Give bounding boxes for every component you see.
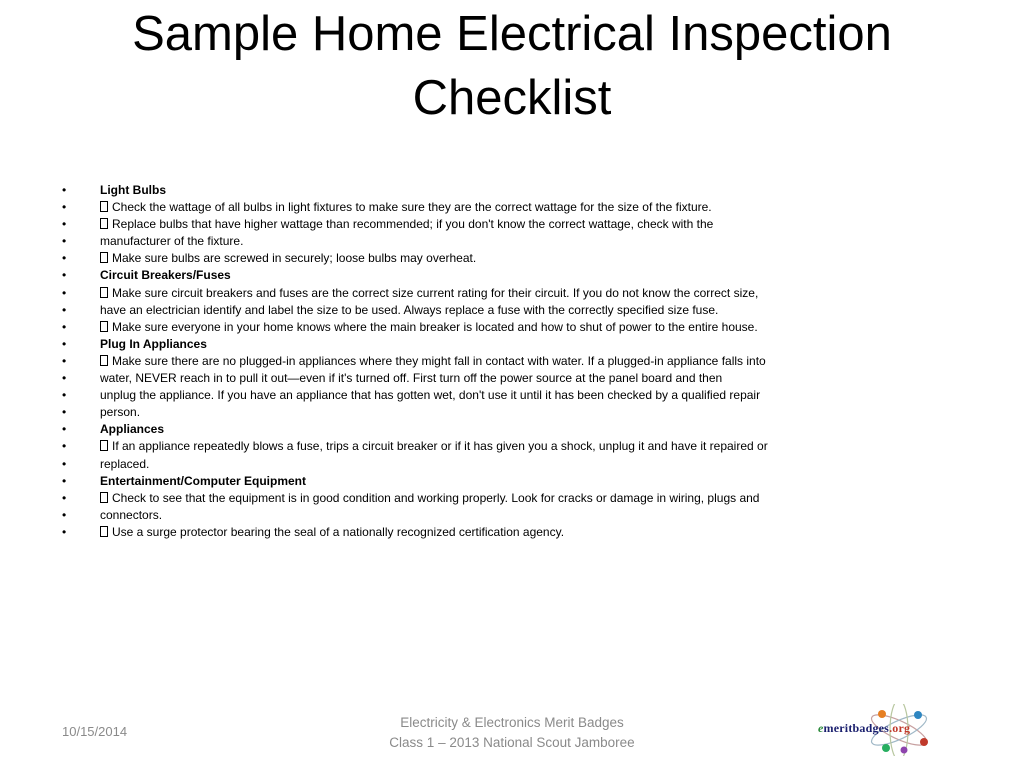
emeritbadges-logo — [818, 704, 934, 756]
bullet-icon: • — [62, 251, 67, 266]
checklist-item-text — [100, 285, 758, 302]
checkbox-icon — [100, 287, 108, 298]
checklist-item — [62, 353, 962, 370]
checklist-heading — [62, 421, 962, 438]
checklist-item-label: Make sure bulbs are screwed in securely; loose bulbs may overheat. — [112, 251, 477, 266]
checklist-heading — [62, 336, 962, 353]
bullet-icon: • — [62, 524, 67, 539]
checklist-item-label: manufacturer of the fixture. — [100, 234, 244, 249]
checklist-item — [62, 490, 962, 507]
checklist-item-text — [100, 524, 564, 541]
bullet-icon: • — [62, 268, 67, 283]
checklist-item-text — [100, 404, 140, 421]
bullet-icon: • — [62, 456, 67, 471]
slide-title: Sample Home Electrical Inspection Checklist — [132, 7, 892, 125]
checklist-item — [62, 438, 962, 455]
checklist-item-text — [100, 387, 760, 404]
footer-caption-line-2: Class 1 – 2013 National Scout Jamboree — [389, 735, 635, 750]
bullet-icon: • — [62, 353, 67, 368]
checklist-item-label: person. — [100, 405, 141, 420]
checklist — [62, 182, 962, 541]
checklist-item — [62, 302, 962, 319]
checklist-item — [62, 370, 962, 387]
bullet-icon: • — [62, 490, 67, 505]
checklist-item-text — [100, 302, 718, 319]
checklist-item — [62, 507, 962, 524]
checkbox-icon — [100, 440, 108, 451]
bullet-icon: • — [62, 200, 67, 215]
bullet-icon: • — [62, 336, 67, 351]
checklist-item — [62, 456, 962, 473]
footer-caption-line-1: Electricity & Electronics Merit Badges — [400, 715, 624, 730]
checklist-item-text — [100, 182, 166, 199]
checklist-item-label: have an electrician identify and label the size to be used. Always replace a fuse with the correctly specified size fuse. — [100, 302, 719, 317]
checklist-heading — [62, 182, 962, 199]
checklist-item-label: water, NEVER reach in to pull it out—even if it's turned off. First turn off the power source at the panel board and then — [100, 371, 723, 386]
bullet-icon: • — [62, 473, 67, 488]
checklist-item — [62, 387, 962, 404]
bullet-icon: • — [62, 217, 67, 232]
checklist-heading — [62, 267, 962, 284]
checkbox-icon — [100, 321, 108, 332]
checklist-item-label: Plug In Appliances — [100, 336, 207, 351]
checklist-item-label: Make sure circuit breakers and fuses are the correct size current rating for their circuit. If you do not know the correct size, — [112, 285, 759, 300]
footer-caption — [312, 713, 712, 753]
checklist-item-text — [100, 473, 306, 490]
checkbox-icon — [100, 201, 108, 212]
checklist-item-text — [100, 319, 758, 336]
checklist-item-text — [100, 267, 231, 284]
checklist-item-text — [100, 353, 766, 370]
checklist-item-label: replaced. — [100, 456, 150, 471]
checkbox-icon — [100, 218, 108, 229]
footer-date: 10/15/2014 — [62, 724, 128, 739]
checklist-item-text — [100, 250, 476, 267]
bullet-icon: • — [62, 439, 67, 454]
checklist-item-text — [100, 336, 207, 353]
checkbox-icon — [100, 492, 108, 503]
checklist-item — [62, 319, 962, 336]
checklist-item — [62, 199, 962, 216]
checkbox-icon — [100, 355, 108, 366]
bullet-icon: • — [62, 183, 67, 197]
checklist-item — [62, 404, 962, 421]
checklist-item-label: Use a surge protector bearing the seal of a nationally recognized certification agency. — [112, 524, 565, 539]
checklist-item-label: unplug the appliance. If you have an appliance that has gotten wet, don't use it until it has been checked by a qualified repair — [100, 388, 761, 403]
checklist-item-label: Circuit Breakers/Fuses — [100, 268, 231, 283]
checklist-item-label: connectors. — [100, 507, 163, 522]
checklist-item-text — [100, 507, 162, 524]
bullet-icon: • — [62, 302, 67, 317]
checklist-item-label: Make sure there are no plugged-in appliances where they might fall in contact with water. If a plugged-in appliance falls into — [112, 353, 766, 368]
checklist-item-text — [100, 199, 712, 216]
checkbox-icon — [100, 252, 108, 263]
checklist-item-label: Appliances — [100, 422, 165, 437]
checklist-item-text — [100, 421, 164, 438]
checklist-item-text — [100, 490, 759, 507]
bullet-icon: • — [62, 285, 67, 300]
bullet-icon: • — [62, 405, 67, 420]
checklist-item-label: Check the wattage of all bulbs in light fixtures to make sure they are the correct wattage for the size of the fixture. — [112, 200, 712, 215]
checklist-item-text — [100, 233, 243, 250]
checklist-item — [62, 524, 962, 541]
checklist-item-text — [100, 438, 768, 455]
checklist-item-label: If an appliance repeatedly blows a fuse, trips a circuit breaker or if it has given you a shock, unplug it and have it repaired or — [112, 439, 768, 454]
checklist-item — [62, 233, 962, 250]
checklist-item-label: Replace bulbs that have higher wattage than recommended; if you don't know the correct wattage, check with the — [112, 217, 714, 232]
checklist-item — [62, 216, 962, 233]
checklist-item-label: Make sure everyone in your home knows where the main breaker is located and how to shut of power to the entire house. — [112, 319, 758, 334]
checklist-item-text — [100, 456, 149, 473]
logo-wordmark: emeritbadges.org — [818, 721, 911, 735]
bullet-icon: • — [62, 388, 67, 403]
checklist-item-text — [100, 370, 722, 387]
bullet-icon: • — [62, 319, 67, 334]
checklist-heading — [62, 473, 962, 490]
checklist-item-label: Entertainment/Computer Equipment — [100, 473, 307, 488]
checklist-item-text — [100, 216, 713, 233]
bullet-icon: • — [62, 507, 67, 522]
checklist-item — [62, 285, 962, 302]
bullet-icon: • — [62, 234, 67, 249]
bullet-icon: • — [62, 422, 67, 437]
checkbox-icon — [100, 526, 108, 537]
checklist-item-label: Light Bulbs — [100, 183, 166, 197]
checklist-item — [62, 250, 962, 267]
bullet-icon: • — [62, 371, 67, 386]
checklist-item-label: Check to see that the equipment is in good condition and working properly. Look for cracks or damage in wiring, plugs and — [112, 490, 760, 505]
